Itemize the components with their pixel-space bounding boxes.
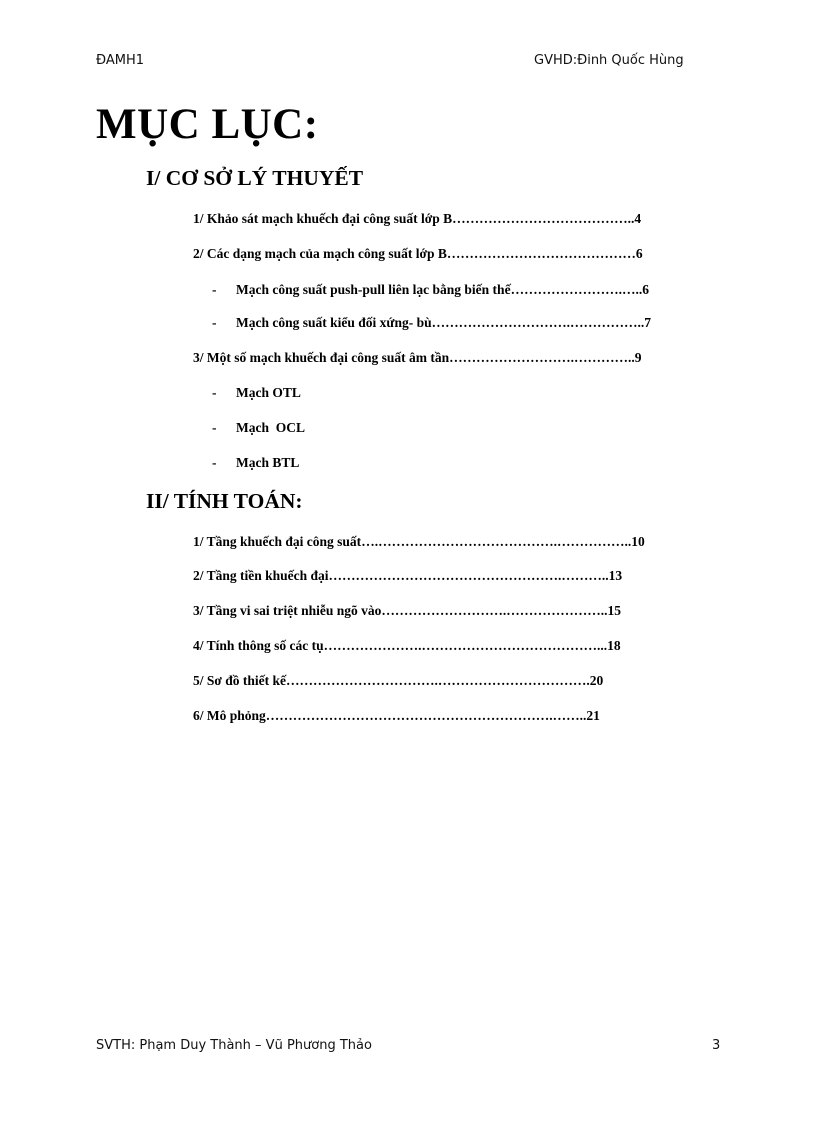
toc-entry-dash: - <box>212 315 217 330</box>
page-title: MỤC LỤC: <box>96 101 319 148</box>
toc-entry <box>212 282 649 298</box>
toc-entry-page: 18 <box>607 638 621 653</box>
section-heading-calculation: II/ TÍNH TOÁN: <box>146 489 303 513</box>
toc-entry-leader: ………………………………….. <box>452 211 635 226</box>
toc-entry-dash: - <box>212 385 217 400</box>
toc-entry-leader: ….………………………………….…………….. <box>361 534 632 549</box>
header-course-code: ĐAMH1 <box>96 53 145 68</box>
footer-students: SVTH: Phạm Duy Thành – Vũ Phương Thảo <box>96 1038 372 1053</box>
toc-entry <box>212 420 305 436</box>
toc-entry <box>193 673 603 689</box>
toc-entry-text: Mạch BTL <box>236 455 300 470</box>
toc-entry <box>212 385 301 401</box>
toc-entry-page: 21 <box>586 708 600 723</box>
toc-entry <box>193 708 600 724</box>
toc-entry <box>193 211 641 227</box>
toc-entry-leader: …………………………….……………………………. <box>285 673 590 688</box>
toc-entry-page: 9 <box>634 350 642 365</box>
toc-entry-text: 2/ Các dạng mạch của mạch công suất lớp B <box>193 246 447 261</box>
toc-entry-text: 6/ Mô phỏng <box>193 708 266 723</box>
toc-entry <box>193 534 645 550</box>
toc-entry-text: 5/ Sơ đồ thiết kế <box>193 673 286 688</box>
toc-entry-leader: ……………………………………………………….…….. <box>265 708 587 723</box>
toc-entry <box>193 603 621 619</box>
toc-entry-leader: …………………….….. <box>510 282 643 297</box>
toc-entry <box>193 638 621 654</box>
toc-entry <box>193 568 622 584</box>
toc-entry-text: 3/ Tầng vi sai triệt nhiễu ngõ vào <box>193 603 382 618</box>
toc-entry-dash: - <box>212 420 217 435</box>
toc-entry-text: 2/ Tầng tiền khuếch đại <box>193 568 329 583</box>
toc-entry-page: 10 <box>631 534 645 549</box>
toc-entry-page: 6 <box>642 282 649 297</box>
toc-entry-page: 13 <box>608 568 623 583</box>
toc-entry-leader: ………………………….…………….. <box>431 315 645 330</box>
toc-entry-text: Mạch công suất push-pull liên lạc bằng biến thế <box>236 282 511 297</box>
section-heading-theory: I/ CƠ SỞ LÝ THUYẾT <box>146 166 364 190</box>
toc-entry-leader: ……………………….………….. <box>449 350 635 365</box>
header-advisor: GVHD:Đinh Quốc Hùng <box>534 53 684 68</box>
toc-entry <box>212 315 651 331</box>
toc-entry-page: 20 <box>589 673 604 688</box>
toc-entry-page: 4 <box>634 211 642 226</box>
toc-entry-leader: ……………………….………………….. <box>381 603 608 618</box>
toc-entry-dash: - <box>212 455 217 470</box>
page-number: 3 <box>712 1038 721 1053</box>
toc-entry-text: 1/ Khảo sát mạch khuếch đại công suất lớp B <box>193 211 453 226</box>
toc-entry-page: 15 <box>607 603 622 618</box>
toc-entry-leader: …………………………………………….……….. <box>328 568 609 583</box>
toc-entry-text: Mạch OCL <box>236 420 305 435</box>
toc-entry-page: 6 <box>635 246 643 261</box>
toc-entry-leader: ………………….…………………………………... <box>323 638 608 653</box>
toc-entry-text: Mạch OTL <box>236 385 301 400</box>
toc-entry-text: 1/ Tầng khuếch đại công suất <box>193 534 362 549</box>
toc-entry-page: 7 <box>644 315 652 330</box>
toc-entry-text: Mạch công suất kiểu đối xứng- bù <box>236 315 432 330</box>
toc-entry-dash: - <box>212 282 217 297</box>
toc-entry <box>212 455 299 471</box>
toc-entry <box>193 350 642 366</box>
toc-entry-text: 4/ Tính thông số các tụ <box>193 638 324 653</box>
toc-entry <box>193 246 643 262</box>
toc-entry-leader: …………………………………… <box>446 246 636 261</box>
toc-entry-text: 3/ Một số mạch khuếch đại công suất âm tần <box>193 350 450 365</box>
